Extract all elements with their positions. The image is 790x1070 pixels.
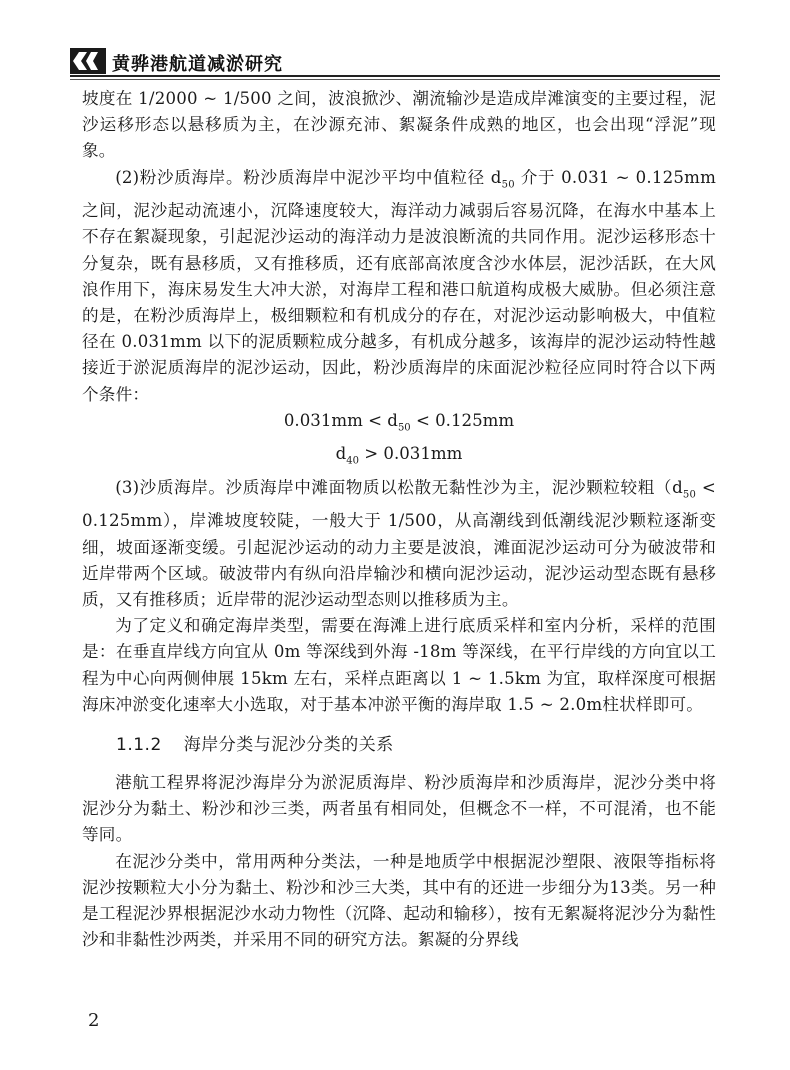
paragraph-sandy-coast xyxy=(82,475,716,613)
paragraph-classification: 港航工程界将泥沙海岸分为淤泥质海岸、粉沙质海岸和沙质海岸，泥沙分类中将泥沙分为黏土、粉沙和沙三类，两者虽有相同处，但概念不一样，不可混淆，也不能等同。 xyxy=(82,772,716,845)
text: 介于 0.031 ~ 0.125mm之间，泥沙起动流速小，沉降速度较大，海洋动力减弱后容易沉降，在海水中基本上不存在絮凝现象，引起泥沙运动的海洋动力是波浪断流的共同作用。泥沙运移形态十分复杂，既有悬移质，又有推移质，还有底部高浓度含沙水体层，泥沙活跃，在大风浪作用下，海床易发生大冲大淤，对海岸工程和港口航道构成极大威胁。但必须注意的是，在粉沙质海岸上，极细颗粒和有机成分的存在，对泥沙运动影响极大，中值粒径在 0.031mm 以下的泥质颗粒成分越多，有机成分越多，该海岸的泥沙运动特性越接近于淤泥质海岸的泥沙运动，因此，粉沙质海岸的床面泥沙粒径应同时符合以下两个条件： xyxy=(82,167,717,404)
section-heading xyxy=(116,732,716,758)
formula-1 xyxy=(82,408,716,442)
book-title: 黄骅港航道减淤研究 xyxy=(112,54,283,75)
subscript: 50 xyxy=(501,178,515,190)
text: (3)沙质海岸。沙质海岸中滩面物质以松散无黏性沙为主，泥沙颗粒较粗（d xyxy=(115,477,683,497)
paragraph-sampling: 为了定义和确定海岸类型，需要在海滩上进行底质采样和室内分析，采样的范围是：在垂直岸线方向宜从 0m 等深线到外海 -18m 等深线，在平行岸线的方向宜以工程为中心向两侧伸展 15km 左右，采样点距离以 1 ~ 1.5km 为宜，取样深度可根据海床冲淤变化速率大小选取，对于基本冲淤平衡的海岸取 1.5 ~ 2.0m柱状样即可。 xyxy=(82,616,716,714)
subscript: 50 xyxy=(682,489,697,501)
formula-subscript: 40 xyxy=(346,455,359,467)
header-rule-thin xyxy=(70,79,720,80)
formula-subscript: 50 xyxy=(397,422,411,434)
paragraph-silty-coast xyxy=(82,165,716,408)
page-body xyxy=(82,86,716,953)
section-title: 海岸分类与泥沙分类的关系 xyxy=(183,734,394,755)
text: < 0.125mm），岸滩坡度较陡，一般大于 1/500，从高潮线到低潮线泥沙颗粒逐渐变细，坡面逐渐变缓。引起泥沙运动的动力主要是波浪，滩面泥沙运动可分为破波带和近岸带两个区域。破波带内有纵向沿岸输沙和横向泥沙运动，泥沙运动型态既有悬移质，又有推移质；近岸带的泥沙运动型态则以推移质为主。 xyxy=(82,477,716,609)
paragraph-sediment-methods: 在泥沙分类中，常用两种分类法，一种是地质学中根据泥沙塑限、液限等指标将泥沙按颗粒大小分为黏土、粉沙和沙三大类，其中有的还进一步细分为13类。另一种是工程泥沙界根据泥沙水动力物性（沉降、起动和输移），按有无絮凝将泥沙分为黏性沙和非黏性沙两类，并采用不同的研究方法。絮凝的分界线 xyxy=(82,851,716,950)
formula-text: d xyxy=(335,444,347,464)
formula-2 xyxy=(82,441,716,475)
formula-text: < 0.125mm xyxy=(410,410,515,430)
page-number: 2 xyxy=(88,1010,100,1031)
header-rule xyxy=(70,75,720,77)
text: (2)粉沙质海岸。粉沙质海岸中泥沙平均中值粒径 d xyxy=(115,167,502,187)
formula-text: 0.031mm < d xyxy=(283,410,398,430)
paragraph-1: 坡度在 1/2000 ~ 1/500 之间，波浪掀沙、潮流输沙是造成岸滩演变的主要过程，泥沙运移形态以悬移质为主，在沙源充沛、絮凝条件成熟的地区，也会出现“浮泥”现象。 xyxy=(82,89,716,161)
book-logo-icon xyxy=(70,48,106,74)
formula-text: > 0.031mm xyxy=(358,444,463,464)
section-number: 1.1.2 xyxy=(116,734,162,755)
running-header xyxy=(70,48,720,74)
